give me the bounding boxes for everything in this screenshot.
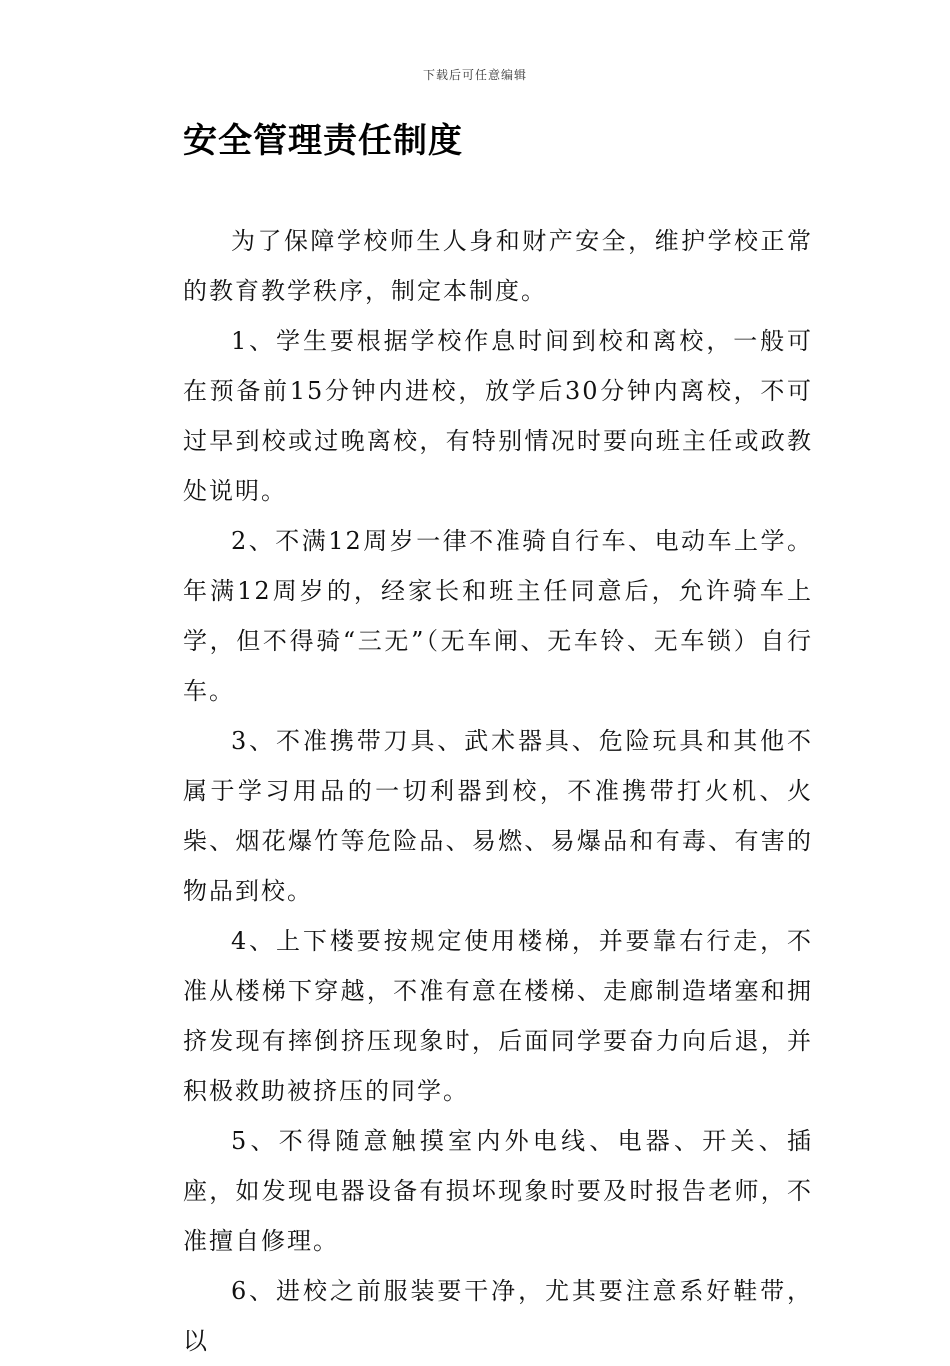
intro-paragraph: 为了保障学校师生人身和财产安全，维护学校正常的教育教学秩序，制定本制度。 [183,227,813,305]
document-title: 安全管理责任制度 [183,121,463,161]
rule-paragraph-1: 1、学生要根据学校作息时间到校和离校，一般可在预备前15分钟内进校，放学后30分钟内离校，不可过早到校或过晚离校，有特别情况时要向班主任或政教处说明。 [183,327,813,505]
rule-paragraph-6: 6、进校之前服装要干净，尤其要注意系好鞋带，以 [183,1277,813,1355]
document-body [183,216,813,1366]
rule-paragraph-4: 4、上下楼要按规定使用楼梯，并要靠右行走，不准从楼梯下穿越，不准有意在楼梯、走廊制造堵塞和拥挤发现有摔倒挤压现象时，后面同学要奋力向后退，并积极救助被挤压的同学。 [183,927,813,1105]
header-note: 下载后可任意编辑 [422,68,527,82]
rule-paragraph-2: 2、不满12周岁一律不准骑自行车、电动车上学。年满12周岁的，经家长和班主任同意后，允许骑车上学，但不得骑“三无”（无车闸、无车铃、无车锁）自行车。 [183,527,813,705]
rule-paragraph-5: 5、不得随意触摸室内外电线、电器、开关、插座，如发现电器设备有损坏现象时要及时报告老师，不准擅自修理。 [183,1127,813,1255]
rule-paragraph-3: 3、不准携带刀具、武术器具、危险玩具和其他不属于学习用品的一切利器到校，不准携带打火机、火柴、烟花爆竹等危险品、易燃、易爆品和有毒、有害的物品到校。 [183,727,813,905]
